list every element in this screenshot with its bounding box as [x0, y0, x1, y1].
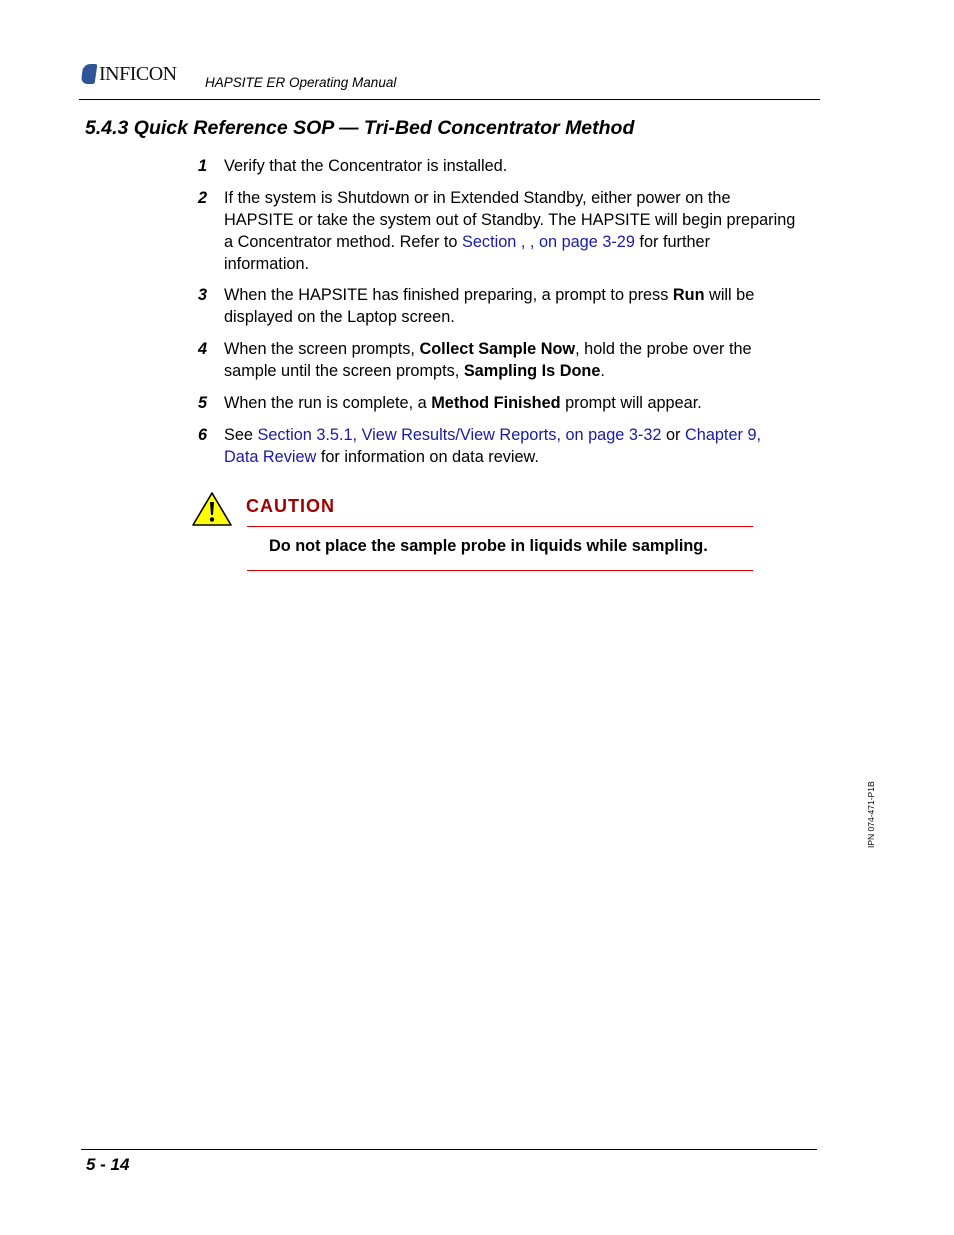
text-segment: HAPSITE or take the system out of Standby. The HAPSITE will begin preparing: [224, 211, 796, 229]
bold-term: Sampling Is Done: [463, 362, 601, 380]
text-segment: See: [224, 426, 258, 444]
step-line: [224, 360, 752, 382]
step-text: [224, 338, 752, 382]
step-text: [224, 424, 761, 468]
step-line: [224, 231, 795, 253]
step-line: [224, 253, 795, 275]
text-segment: prompt will appear.: [560, 394, 702, 412]
ipn-label: IPN 074-471-P1B: [866, 781, 876, 848]
text-segment: will be: [704, 286, 755, 304]
inficon-logo: [82, 60, 177, 84]
text-segment: a Concentrator method. Refer to: [224, 233, 463, 251]
step-line: [224, 209, 795, 231]
step-text: [224, 392, 702, 414]
cross-reference-link[interactable]: Chapter 9,: [685, 426, 762, 444]
page-number: 5 - 14: [86, 1155, 130, 1174]
text-segment: .: [600, 362, 605, 380]
cross-reference-link[interactable]: Section 3.5.1, View Results/View Reports, on page 3-32: [257, 426, 662, 444]
step-line: [224, 284, 754, 306]
step-number: 3: [198, 286, 208, 304]
bold-term: Collect Sample Now: [419, 340, 576, 358]
step-number: 1: [198, 157, 208, 175]
section-title: 5.4.3 Quick Reference SOP — Tri-Bed Concentrator Method: [85, 117, 635, 139]
text-segment: When the run is complete, a: [224, 394, 432, 412]
caution-text: Do not place the sample probe in liquids while sampling.: [269, 537, 708, 555]
text-segment: displayed on the Laptop screen.: [224, 308, 455, 326]
footer-divider: [81, 1149, 817, 1150]
step-number: 2: [198, 189, 208, 207]
text-segment: information.: [224, 255, 310, 273]
logo-text: INFICON: [99, 63, 177, 85]
text-segment: When the screen prompts,: [224, 340, 420, 358]
step-line: [224, 424, 761, 446]
text-segment: sample until the screen prompts,: [224, 362, 464, 380]
step-text: [224, 284, 754, 328]
caution-top-rule: [247, 526, 753, 527]
caution-bottom-rule: [247, 570, 753, 571]
step-line: [224, 306, 754, 328]
step-line: [224, 338, 752, 360]
step-line: [224, 446, 761, 468]
cross-reference-link[interactable]: Section , , on page 3-29: [462, 233, 635, 251]
step-line: [224, 187, 795, 209]
text-segment: Verify that the Concentrator is installed.: [224, 157, 508, 175]
bold-term: Run: [672, 286, 705, 304]
text-segment: , hold the probe over the: [575, 340, 752, 358]
step-number: 5: [198, 394, 208, 412]
text-segment: If the system is Shutdown or in Extended Standby, either power on the: [224, 189, 731, 207]
caution-label: CAUTION: [246, 496, 335, 516]
text-segment: When the HAPSITE has finished preparing, a prompt to press: [224, 286, 673, 304]
cross-reference-link[interactable]: Data Review: [224, 448, 317, 466]
header-divider: [79, 99, 820, 100]
text-segment: or: [661, 426, 685, 444]
text-segment: for information on data review.: [316, 448, 539, 466]
step-number: 4: [198, 340, 208, 358]
bold-term: Method Finished: [431, 394, 561, 412]
manual-title: HAPSITE ER Operating Manual: [205, 75, 397, 90]
step-text: [224, 187, 795, 275]
logo-mark-icon: [81, 64, 98, 84]
step-line: [224, 392, 702, 414]
step-number: 6: [198, 426, 208, 444]
step-text: [224, 155, 507, 177]
text-segment: for further: [634, 233, 711, 251]
step-line: [224, 155, 507, 177]
warning-triangle-icon: [191, 491, 233, 527]
